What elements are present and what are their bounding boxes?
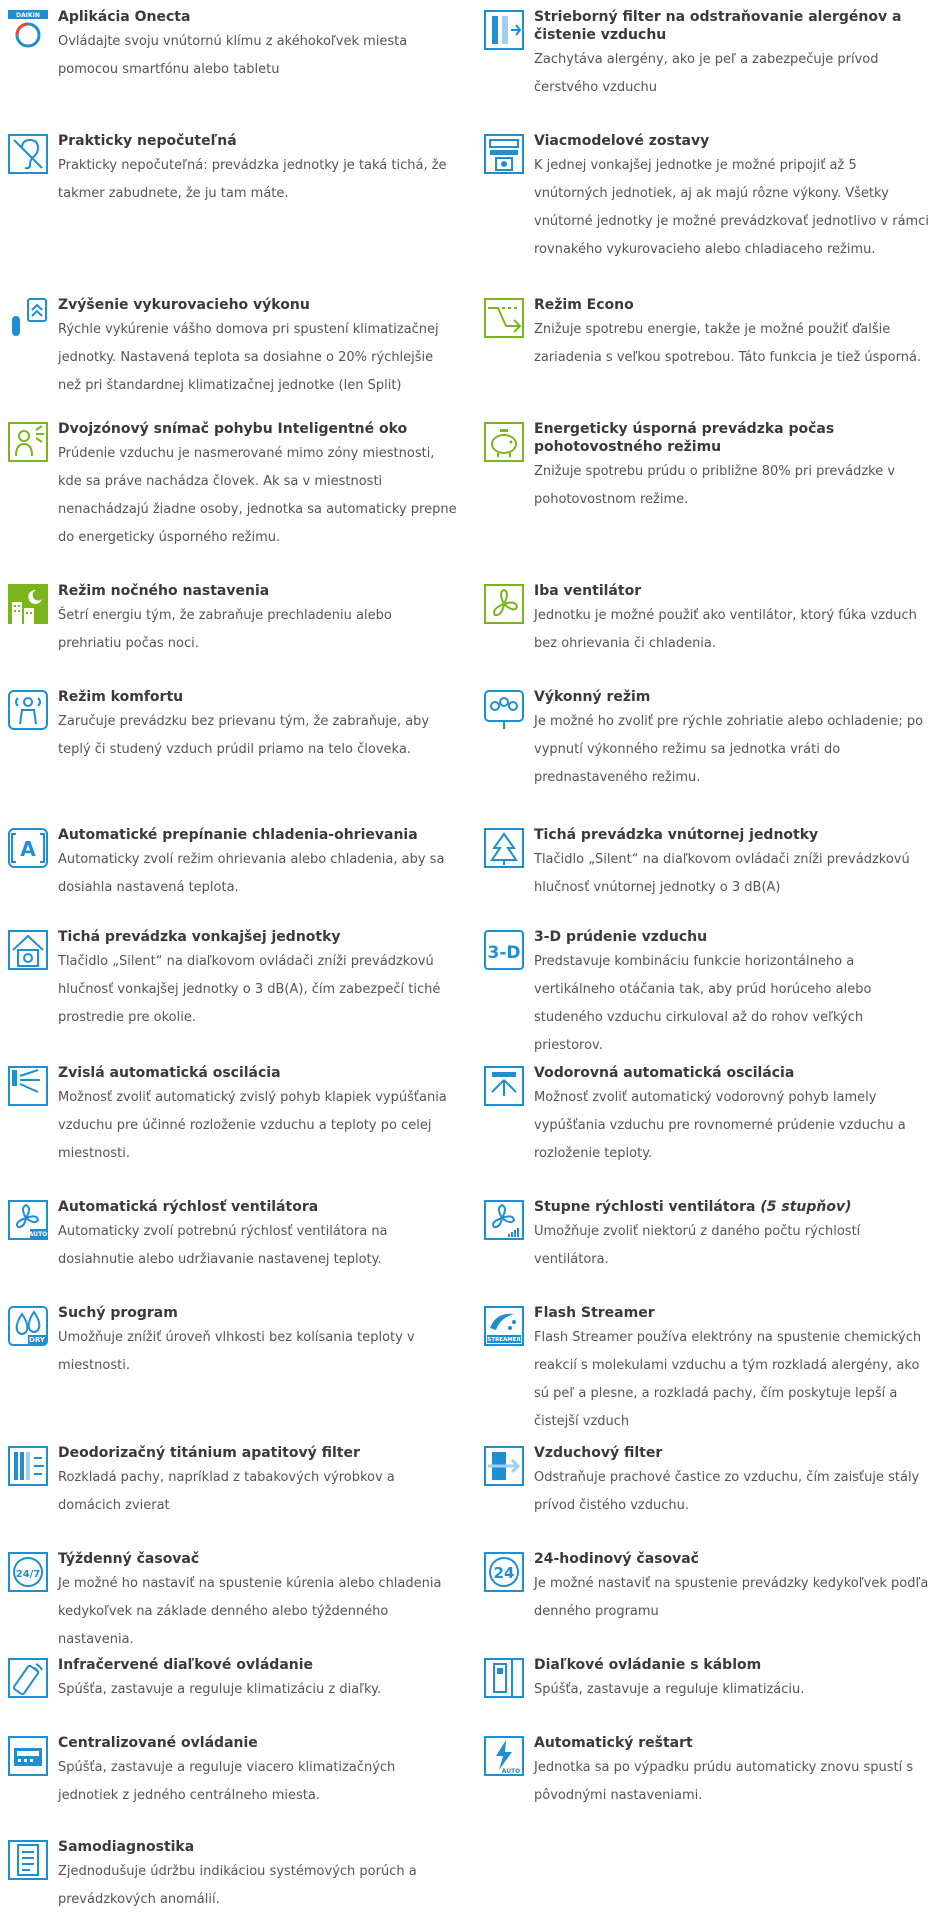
- heating-boost-icon: [8, 298, 48, 338]
- feature-title: Iba ventilátor: [534, 583, 642, 599]
- feature-description: Rozkladá pachy, napríklad z tabakových výrobkov a domácich zvierat: [58, 1470, 395, 1513]
- ir-remote-icon: [8, 1658, 48, 1698]
- feature-title: Režim Econo: [534, 297, 634, 313]
- feature-title: Týždenný časovač: [58, 1551, 200, 1567]
- feature-description: Ovládajte svoju vnútornú klímu z akéhokoľvek miesta pomocou smartfónu alebo tabletu: [58, 34, 408, 77]
- feature-description: Je možné ho nastaviť na spustenie kúrenia alebo chladenia kedykoľvek na základe denného alebo týždenného nastavenia.: [58, 1576, 442, 1647]
- feature-description: Odstraňuje prachové častice zo vzduchu, čím zaisťuje stály prívod čistého vzduchu.: [534, 1470, 920, 1513]
- feature-title: Automatický reštart: [534, 1735, 693, 1751]
- air-filter-icon: [484, 1446, 524, 1486]
- feature-description: Znižuje spotrebu prúdu o približne 80% pri prevádzke v pohotovostnom režime.: [534, 464, 896, 507]
- quiet-outdoor-icon: [8, 930, 48, 970]
- feature-description: Tlačidlo „Silent“ na diaľkovom ovládači zníži prevádzkovú hlučnosť vonkajšej jednotky o 3 dB(A), čím zabezpečí tiché prostredie pre okolie.: [58, 954, 441, 1025]
- feature-description: Prakticky nepočuteľná: prevádzka jednotky je taká tichá, že takmer zabudnete, že ju tam máte.: [58, 158, 447, 201]
- feature-title: Flash Streamer: [534, 1305, 655, 1321]
- vertical-swing-icon: [8, 1066, 48, 1106]
- svg-text:STREAMER: STREAMER: [487, 1337, 521, 1343]
- econo-icon: [484, 298, 524, 338]
- svg-text:24: 24: [493, 1564, 515, 1582]
- deodorizing-filter-icon: [8, 1446, 48, 1486]
- auto-restart-icon: [484, 1736, 524, 1776]
- feature-title: Automatické prepínanie chladenia-ohrievania: [58, 827, 418, 843]
- feature-title: Deodorizačný titánium apatitový filter: [58, 1445, 360, 1461]
- 24h-timer-icon: [484, 1552, 524, 1592]
- feature-description: Je možné ho zvoliť pre rýchle zohriatie alebo ochladenie; po vypnutí výkonného režimu sa jednotka vráti do prednastaveného režimu.: [534, 714, 924, 785]
- feature-title: Prakticky nepočuteľná: [58, 133, 237, 149]
- piggy-bank-icon: [484, 422, 524, 462]
- feature-title: Vzduchový filter: [534, 1445, 663, 1461]
- feature-description: Jednotka sa po výpadku prúdu automaticky znovu spustí s pôvodnými nastaveniami.: [534, 1760, 914, 1803]
- feature-title: Vodorovná automatická oscilácia: [534, 1065, 795, 1081]
- onecta-app-icon: [8, 10, 48, 50]
- quiet-indoor-icon: [484, 828, 524, 868]
- svg-text:AUTO: AUTO: [28, 1231, 48, 1238]
- feature-title: Tichá prevádzka vnútornej jednotky: [534, 827, 819, 843]
- feature-description: Zachytáva alergény, ako je peľ a zabezpečuje prívod čerstvého vzduchu: [534, 52, 879, 95]
- feature-title: Režim nočného nastavenia: [58, 583, 270, 599]
- feature-title: Dvojzónový snímač pohybu Inteligentné oko: [58, 421, 408, 437]
- dry-program-icon: [8, 1306, 48, 1346]
- feature-title-text: Stupne rýchlosti ventilátora: [534, 1199, 756, 1215]
- feature-description: Jednotku je možné použiť ako ventilátor, ktorý fúka vzduch bez ohrievania či chladenia.: [534, 608, 917, 651]
- central-control-icon: [8, 1736, 48, 1776]
- feature-description: Umožňuje zvoliť niektorú z daného počtu rýchlostí ventilátora.: [534, 1224, 861, 1267]
- feature-description: Automaticky zvolí potrebnú rýchlosť ventilátora na dosiahnutie alebo udržiavanie nastavenej teploty.: [58, 1224, 388, 1267]
- feature-title: Infračervené diaľkové ovládanie: [58, 1657, 314, 1673]
- comfort-mode-icon: [8, 690, 48, 730]
- feature-description: Znižuje spotrebu energie, takže je možné použiť ďalšie zariadenia s veľkou spotrebou. Táto funkcia je tiež úsporná.: [534, 322, 922, 365]
- feature-description: Je možné nastaviť na spustenie prevádzky kedykoľvek podľa denného programu: [534, 1576, 929, 1619]
- fan-speed-steps-icon: [484, 1200, 524, 1240]
- horizontal-swing-icon: [484, 1066, 524, 1106]
- feature-title: Aplikácia Onecta: [58, 9, 191, 25]
- feature-title: Strieborný filter na odstraňovanie alergénov a čistenie vzduchu: [534, 9, 902, 43]
- feature-description: Prúdenie vzduchu je nasmerované mimo zóny miestnosti, kde sa práve nachádza človek. Ak sa v miestnosti nenachádzajú žiadne osoby, jednotka sa automaticky prepne do energeticky úsporného režimu.: [58, 446, 457, 545]
- feature-title: Zvislá automatická oscilácia: [58, 1065, 281, 1081]
- feature-description: Zjednodušuje údržbu indikáciou systémových porúch a prevádzkových anomálií.: [58, 1864, 417, 1907]
- flash-streamer-icon: [484, 1306, 524, 1346]
- feature-title: Automatická rýchlosť ventilátora: [58, 1199, 319, 1215]
- feature-title: Viacmodelové zostavy: [534, 133, 710, 149]
- feature-title: Centralizované ovládanie: [58, 1735, 258, 1751]
- feature-description: Šetrí energiu tým, že zabraňuje prechladeniu alebo prehriatiu počas noci.: [58, 608, 392, 651]
- auto-fan-speed-icon: [8, 1200, 48, 1240]
- feature-title: Suchý program: [58, 1305, 178, 1321]
- feature-title: Zvýšenie vykurovacieho výkonu: [58, 297, 310, 313]
- feature-description: Tlačidlo „Silent“ na diaľkovom ovládači zníži prevádzkovú hlučnosť vnútornej jednotky o 3 dB(A): [534, 852, 910, 895]
- weekly-timer-icon: [8, 1552, 48, 1592]
- 3d-airflow-icon: [484, 930, 524, 970]
- feature-description: Flash Streamer používa elektróny na spustenie chemických reakcií s molekulami vzduchu a tým rozkladá alergény, ako sú peľ a plesne, a rozkladá pachy, čím poskytuje lepší a čistejší vzduch: [534, 1330, 922, 1429]
- feature-description: Zaručuje prevádzku bez prievanu tým, že zabraňuje, aby teplý či studený vzduch prúdil priamo na telo človeka.: [58, 714, 430, 757]
- motion-sensor-icon: [8, 422, 48, 462]
- fan-only-icon: [484, 584, 524, 624]
- feature-title: Tichá prevádzka vonkajšej jednotky: [58, 929, 341, 945]
- feature-title: Režim komfortu: [58, 689, 184, 705]
- night-mode-icon: [8, 584, 48, 624]
- feature-title: Výkonný režim: [534, 689, 651, 705]
- feature-title: 24-hodinový časovač: [534, 1551, 699, 1567]
- multi-model-icon: [484, 134, 524, 174]
- quiet-ear-icon: [8, 134, 48, 174]
- svg-text:AUTO: AUTO: [501, 1768, 521, 1775]
- self-diagnosis-icon: [8, 1840, 48, 1880]
- feature-description: Spúšťa, zastavuje a reguluje viacero klimatizačných jednotiek z jedného centrálneho miesta.: [58, 1760, 396, 1803]
- feature-description: Spúšťa, zastavuje a reguluje klimatizáciu z diaľky.: [58, 1682, 382, 1697]
- feature-description: Možnosť zvoliť automatický zvislý pohyb klapiek vypúšťania vzduchu pre účinné rozloženie vzduchu a teploty po celej miestnosti.: [58, 1090, 447, 1161]
- svg-text:24/7: 24/7: [15, 1569, 41, 1580]
- feature-title: 3-D prúdenie vzduchu: [534, 929, 708, 945]
- silver-filter-icon: [484, 10, 524, 50]
- feature-title: Diaľkové ovládanie s káblom: [534, 1657, 762, 1673]
- feature-title: Samodiagnostika: [58, 1839, 195, 1855]
- auto-changeover-icon: [8, 828, 48, 868]
- feature-description: Umožňuje znížiť úroveň vlhkosti bez kolísania teploty v miestnosti.: [58, 1330, 415, 1373]
- powerful-mode-icon: [484, 690, 524, 730]
- feature-description: Možnosť zvoliť automatický vodorovný pohyb lamely vypúšťania vzduchu pre rovnomerné prúdenie vzduchu a rozloženie teploty.: [534, 1090, 906, 1161]
- svg-text:3-D: 3-D: [487, 943, 521, 963]
- feature-title: [534, 1198, 934, 1216]
- svg-text:A: A: [20, 837, 36, 861]
- feature-description: Automaticky zvolí režim ohrievania alebo chladenia, aby sa dosiahla nastavená teplota.: [58, 852, 445, 895]
- feature-description: Predstavuje kombináciu funkcie horizontálneho a vertikálneho otáčania tak, aby prúd horúceho alebo studeného vzduchu cirkuloval až do rohov veľkých priestorov.: [534, 954, 872, 1053]
- svg-text:DAIKIN: DAIKIN: [16, 12, 40, 19]
- feature-description: Rýchle vykúrenie vášho domova pri spustení klimatizačnej jednotky. Nastavená teplota sa dosiahne o 20% rýchlejšie než pri štandardnej klimatizačnej jednotke (len Split): [58, 322, 439, 393]
- feature-description: K jednej vonkajšej jednotke je možné pripojiť až 5 vnútorných jednotiek, aj ak majú rôzne výkony. Všetky vnútorné jednotky je možné prevádzkovať jednotlivo v rámci rovnakého vykurovacieho alebo chladiaceho režimu.: [534, 158, 929, 257]
- wired-remote-icon: [484, 1658, 524, 1698]
- feature-title-suffix: (5 stupňov): [760, 1199, 852, 1215]
- svg-text:DRY: DRY: [29, 1336, 45, 1344]
- feature-title: Energeticky úsporná prevádzka počas pohotovostného režimu: [534, 421, 835, 455]
- feature-description: Spúšťa, zastavuje a reguluje klimatizáciu.: [534, 1682, 805, 1697]
